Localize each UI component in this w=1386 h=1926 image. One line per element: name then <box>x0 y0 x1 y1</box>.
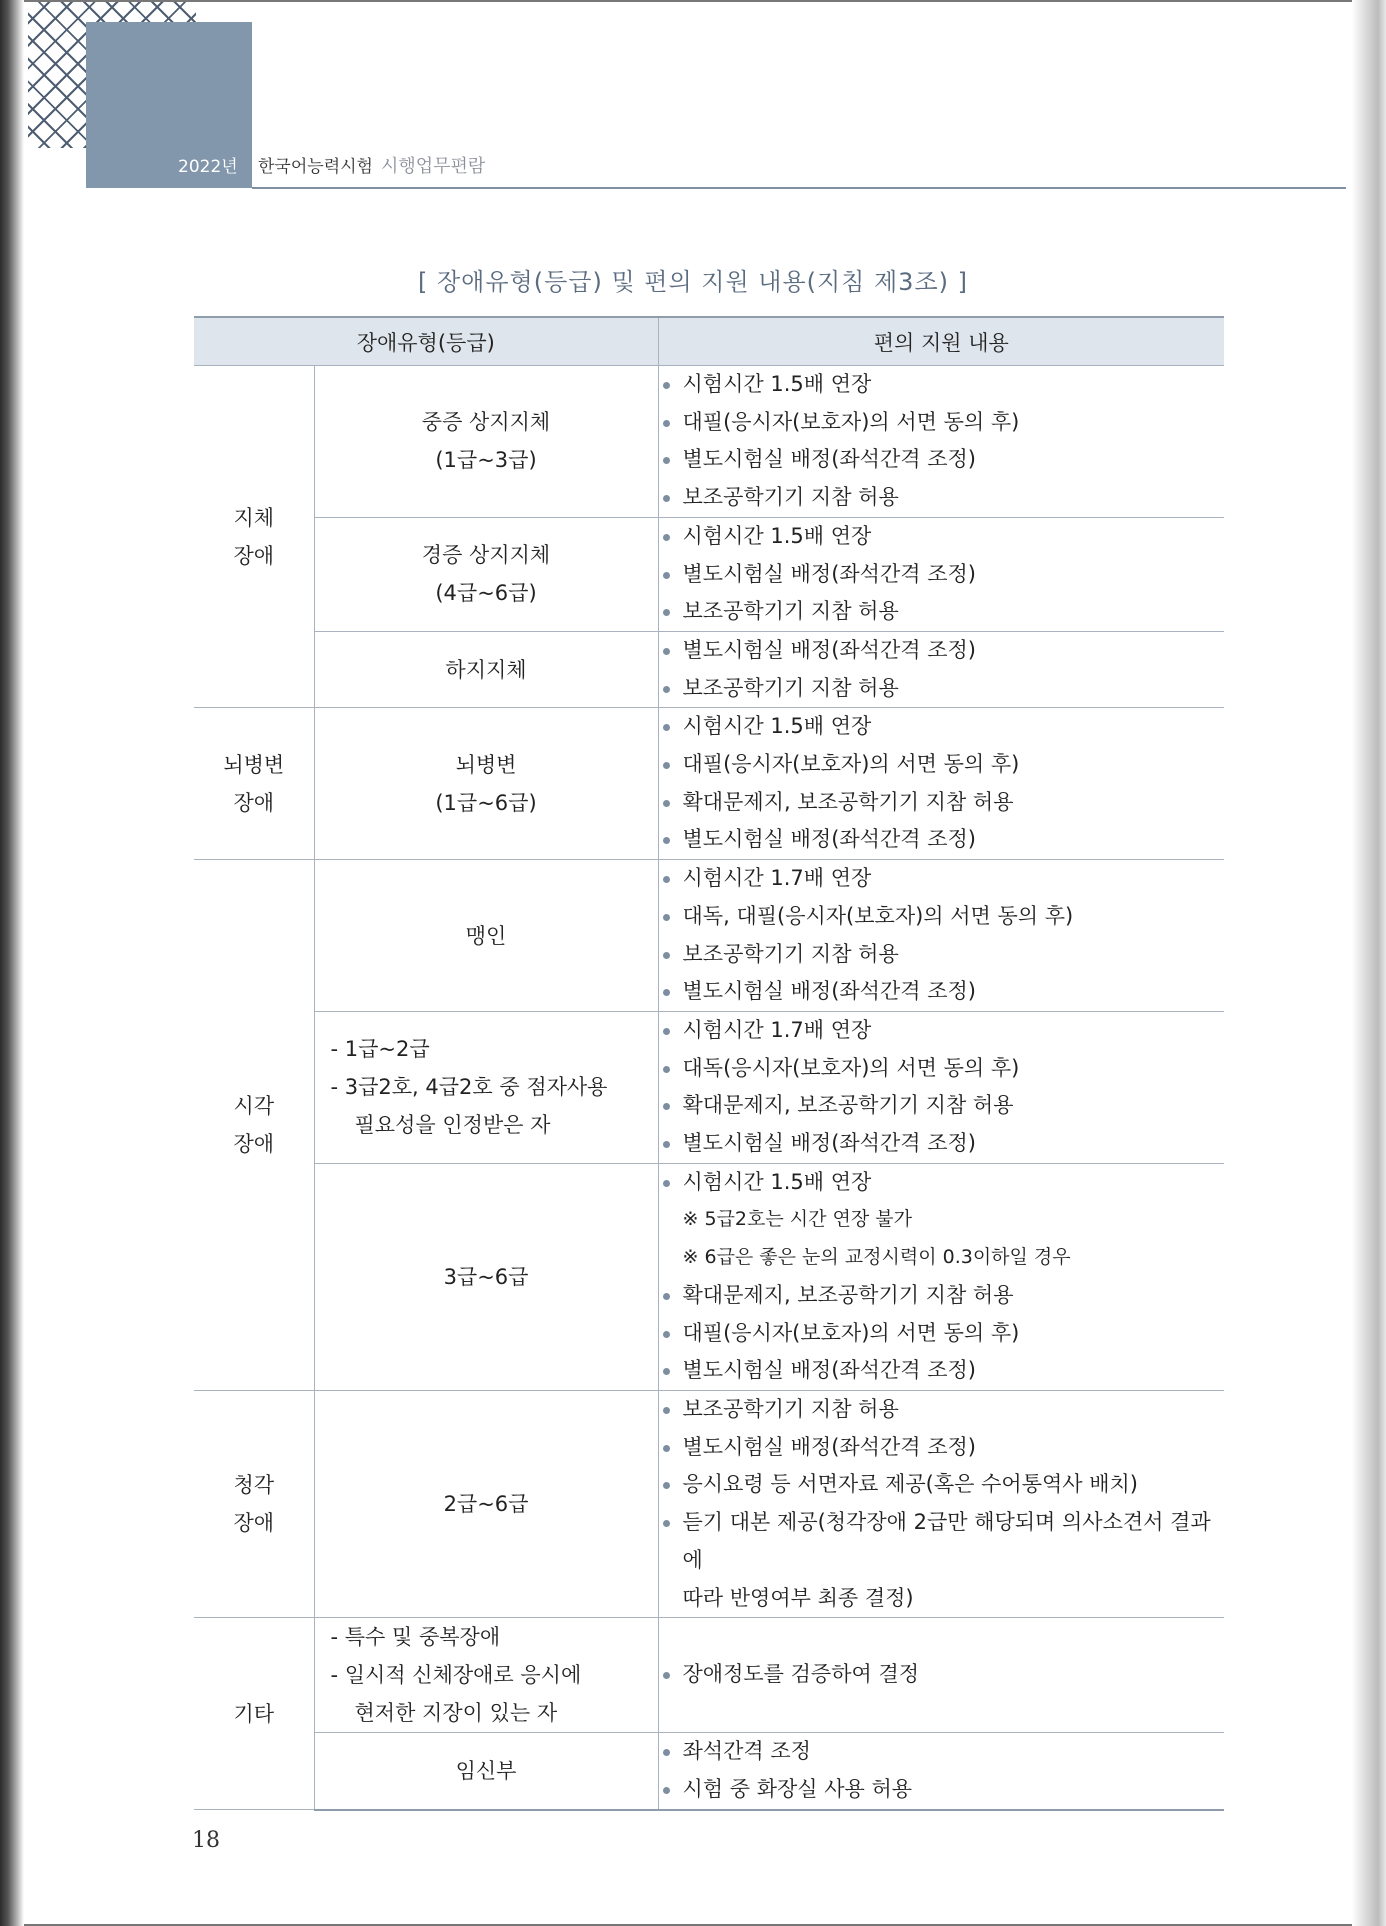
table-row <box>194 631 1224 707</box>
subtype-line: - 일시적 신체장애로 응시에 <box>330 1663 582 1688</box>
support-item: 확대문제지, 보조공학기기 지참 허용 <box>659 1277 1225 1315</box>
support-item: 별도시험실 배정(좌석간격 조정) <box>659 1429 1225 1467</box>
category-line: 시각 <box>233 1094 275 1119</box>
subtype-cell <box>314 1163 658 1390</box>
header-title <box>258 152 485 178</box>
subtype-line: 현저한 지장이 있는 자 <box>354 1701 558 1726</box>
table-row <box>194 1618 1224 1733</box>
support-item: 시험시간 1.5배 연장 <box>659 518 1225 556</box>
header-rule <box>252 187 1346 189</box>
subtype-line: 맹인 <box>465 923 507 948</box>
support-item: 별도시험실 배정(좌석간격 조정) <box>659 632 1225 670</box>
support-item: 별도시험실 배정(좌석간격 조정) <box>659 441 1225 479</box>
support-item: 별도시험실 배정(좌석간격 조정) <box>659 821 1225 859</box>
category-cell <box>194 708 314 860</box>
support-cell <box>658 1011 1224 1163</box>
support-note: ※ 5급2호는 시간 연장 불가 <box>682 1208 912 1231</box>
table-header-row <box>194 317 1224 366</box>
subtype-line: 임신부 <box>455 1758 517 1783</box>
support-item: 응시요령 등 서면자료 제공(혹은 수어통역사 배치) <box>659 1466 1225 1504</box>
support-cell <box>658 708 1224 860</box>
category-cell <box>194 860 314 1391</box>
subtype-cell <box>314 631 658 707</box>
support-item: 보조공학기기 지참 허용 <box>659 593 1225 631</box>
support-item: 시험시간 1.7배 연장 <box>659 860 1225 898</box>
support-item: 보조공학기기 지참 허용 <box>659 670 1225 708</box>
support-note: ※ 6급은 좋은 눈의 교정시력이 0.3이하일 경우 <box>682 1246 1071 1269</box>
support-item: 듣기 대본 제공(청각장애 2급만 해당되며 의사소견서 결과에 <box>659 1504 1225 1579</box>
table-row <box>194 1733 1224 1810</box>
support-item: 좌석간격 조정 <box>659 1733 1225 1771</box>
support-item: 확대문제지, 보조공학기기 지참 허용 <box>659 784 1225 822</box>
support-cell <box>658 517 1224 631</box>
column-header-support: 편의 지원 내용 <box>658 317 1224 366</box>
subtype-cell <box>314 366 658 518</box>
subtype-cell <box>314 1618 658 1733</box>
column-header-type: 장애유형(등급) <box>194 317 658 366</box>
table-row <box>194 1390 1224 1617</box>
header-subtitle: 시행업무편람 <box>380 156 486 177</box>
category-line: 장애 <box>233 790 275 815</box>
subtype-line: (1급~3급) <box>435 448 537 473</box>
subtype-line: 2급~6급 <box>443 1492 529 1517</box>
support-item: 별도시험실 배정(좌석간격 조정) <box>659 973 1225 1011</box>
support-item: 대필(응시자(보호자)의 서면 동의 후) <box>659 1315 1225 1353</box>
category-line: 뇌병변 <box>223 752 285 777</box>
support-item: 보조공학기기 지참 허용 <box>659 1391 1225 1429</box>
support-cell <box>658 1618 1224 1733</box>
support-item: 보조공학기기 지참 허용 <box>659 479 1225 517</box>
subtype-line: 3급~6급 <box>443 1264 529 1289</box>
subtype-line: 필요성을 인정받은 자 <box>354 1113 551 1138</box>
category-line: 장애 <box>233 1132 275 1157</box>
support-item: 별도시험실 배정(좌석간격 조정) <box>659 1352 1225 1390</box>
subtype-line: 경증 상지지체 <box>421 543 551 568</box>
support-table <box>194 316 1224 1811</box>
subtype-line: - 특수 및 중복장애 <box>330 1625 501 1650</box>
subtype-cell <box>314 708 658 860</box>
category-line: 기타 <box>233 1701 275 1726</box>
subtype-line: (4급~6급) <box>435 581 537 606</box>
subtype-line: - 3급2호, 4급2호 중 점자사용 <box>330 1075 608 1100</box>
support-item-continuation: 따라 반영여부 최종 결정) <box>682 1585 914 1610</box>
support-item: 시험 중 화장실 사용 허용 <box>659 1771 1225 1809</box>
support-cell <box>658 366 1224 518</box>
support-item: 대독(응시자(보호자)의 서면 동의 후) <box>659 1050 1225 1088</box>
header-title-main: 한국어능력시험 <box>258 157 373 177</box>
table-row <box>194 366 1224 518</box>
category-cell <box>194 366 314 708</box>
support-item: 시험시간 1.7배 연장 <box>659 1012 1225 1050</box>
support-item: 시험시간 1.5배 연장 <box>659 708 1225 746</box>
support-item: 시험시간 1.5배 연장 <box>659 366 1225 404</box>
support-cell <box>658 1390 1224 1617</box>
support-item: 대필(응시자(보호자)의 서면 동의 후) <box>659 746 1225 784</box>
support-item: 대필(응시자(보호자)의 서면 동의 후) <box>659 404 1225 442</box>
category-line: 장애 <box>233 543 275 568</box>
support-cell <box>658 860 1224 1012</box>
subtype-cell <box>314 517 658 631</box>
support-item: 장애정도를 검증하여 결정 <box>659 1656 1225 1694</box>
support-cell <box>658 631 1224 707</box>
subtype-cell <box>314 1011 658 1163</box>
subtype-cell <box>314 1733 658 1810</box>
category-cell <box>194 1390 314 1617</box>
support-item: 시험시간 1.5배 연장 <box>659 1164 1225 1202</box>
support-item: 별도시험실 배정(좌석간격 조정) <box>659 556 1225 594</box>
support-cell <box>658 1733 1224 1810</box>
subtype-line: 중증 상지지체 <box>421 410 551 435</box>
support-item: 확대문제지, 보조공학기기 지참 허용 <box>659 1087 1225 1125</box>
table-row <box>194 517 1224 631</box>
subtype-cell <box>314 1390 658 1617</box>
table-title: [ 장애유형(등급) 및 편의 지원 내용(지침 제3조) ] <box>418 268 968 296</box>
subtype-line: 뇌병변 <box>455 752 517 777</box>
support-item: 별도시험실 배정(좌석간격 조정) <box>659 1125 1225 1163</box>
support-cell <box>658 1163 1224 1390</box>
subtype-line: - 1급~2급 <box>330 1037 430 1062</box>
support-item: 대독, 대필(응시자(보호자)의 서면 동의 후) <box>659 898 1225 936</box>
subtype-line: 하지지체 <box>445 657 527 682</box>
category-cell <box>194 1618 314 1810</box>
table-row <box>194 1011 1224 1163</box>
page-number: 18 <box>192 1828 220 1853</box>
table-row <box>194 708 1224 860</box>
category-line: 청각 <box>233 1473 275 1498</box>
header-year: 2022년 <box>178 157 238 177</box>
category-line: 지체 <box>233 505 275 530</box>
table-row <box>194 860 1224 1012</box>
page-edge-top <box>24 0 1352 2</box>
subtype-line: (1급~6급) <box>435 790 537 815</box>
support-item: 보조공학기기 지참 허용 <box>659 936 1225 974</box>
category-line: 장애 <box>233 1511 275 1536</box>
table-row <box>194 1163 1224 1390</box>
subtype-cell <box>314 860 658 1012</box>
